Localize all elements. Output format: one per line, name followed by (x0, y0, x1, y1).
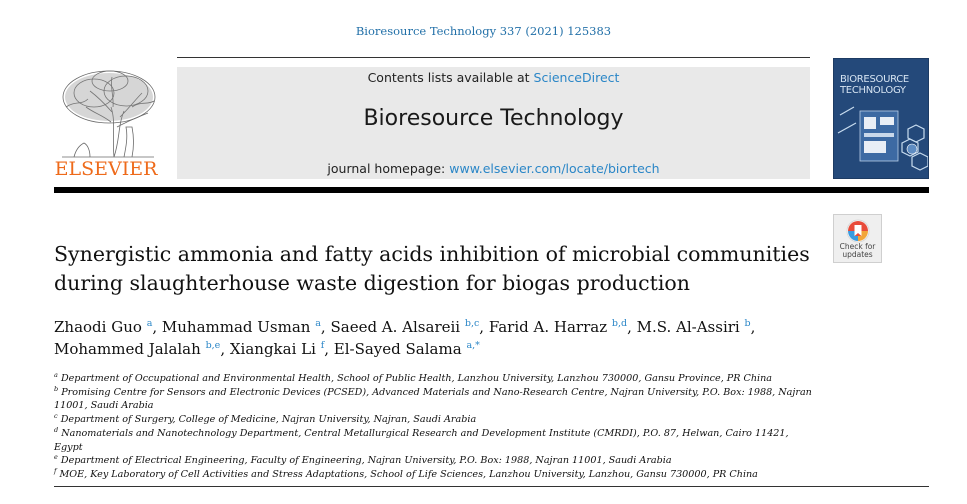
author-name[interactable]: Mohammed Jalalah (54, 340, 201, 358)
affiliation-item (54, 386, 814, 413)
affiliation-item (54, 468, 814, 482)
affiliation-label: a (54, 371, 58, 379)
author-name[interactable]: M.S. Al-Assiri (636, 318, 740, 336)
bottom-divider (54, 486, 929, 487)
author-affiliation-marker[interactable]: a (315, 318, 321, 329)
author-affiliation-marker[interactable]: b,e (205, 340, 221, 351)
affiliation-text: Department of Surgery, College of Medicine, Najran University, Najran, Saudi Arabia (57, 414, 477, 426)
author-name[interactable]: Xiangkai Li (229, 340, 316, 358)
affiliation-text: MOE, Key Laboratory of Cell Activities and Stress Adaptations, School of Life Sciences, Lanzhou University, Lanzhou, Gansu 730000, PR China (56, 468, 758, 480)
journal-masthead (177, 67, 810, 179)
author-affiliation-marker[interactable]: b (744, 318, 751, 329)
journal-homepage-line (177, 161, 810, 176)
author-separator: , (152, 318, 162, 336)
affiliation-text: Department of Occupational and Environmental Health, School of Public Health, Lanzhou University, Lanzhou 730000, Gansu Province, PR China (57, 373, 773, 384)
sciencedirect-link[interactable]: ScienceDirect (533, 70, 620, 85)
check-for-updates-icon (846, 219, 870, 243)
affiliation-item (54, 427, 814, 454)
affiliation-text: Nanomaterials and Nanotechnology Department, Central Metallurgical Research and Development Institute (CMRDI), P.O. 87, Helwan, Cairo 11421, Egypt (54, 427, 789, 453)
journal-title: Bioresource Technology (363, 106, 624, 131)
top-divider (177, 57, 810, 58)
journal-citation[interactable]: Bioresource Technology 337 (2021) 125383 (355, 24, 612, 38)
author-affiliation-marker[interactable]: a (146, 318, 153, 329)
homepage-prefix: journal homepage: (327, 161, 450, 176)
journal-homepage-link[interactable]: www.elsevier.com/locate/biortech (449, 161, 660, 176)
affiliation-text: Department of Electrical Engineering, Faculty of Engineering, Najran University, P.O. Box: 1988, Najran 11001, Saudi Arabia (57, 455, 672, 467)
author-name[interactable]: Saeed A. Alsareii (330, 318, 461, 336)
author-affiliation-marker[interactable]: b,c (464, 318, 480, 329)
author-name[interactable]: El-Sayed Salama (333, 340, 462, 358)
journal-cover-thumbnail[interactable] (833, 58, 929, 179)
author-separator: , (479, 318, 489, 336)
author-name[interactable]: Zhaodi Guo (54, 318, 142, 336)
header-thick-divider (54, 187, 929, 193)
author-separator: , (220, 340, 230, 358)
author-separator: , (627, 318, 637, 336)
contents-prefix: Contents lists available at (367, 70, 534, 85)
cover-title: BIORESOURCE TECHNOLOGY (840, 74, 909, 96)
author-separator: , (324, 340, 334, 358)
author-affiliation-marker[interactable]: b,d (611, 318, 628, 329)
affiliation-list (54, 372, 814, 482)
cover-artwork-icon (834, 103, 929, 179)
author-affiliation-marker[interactable]: f (320, 340, 325, 351)
author-name[interactable]: Farid A. Harraz (488, 318, 608, 336)
check-for-updates-label: Check for updates (839, 242, 876, 259)
affiliation-label: d (54, 425, 59, 434)
affiliation-item (54, 372, 814, 386)
article-title: Synergistic ammonia and fatty acids inhibition of microbial communities during slaughterhouse waste digestion for biogas production (54, 242, 810, 295)
affiliation-item (54, 454, 814, 468)
author-name[interactable]: Muhammad Usman (161, 318, 311, 336)
affiliation-label: f (54, 466, 57, 475)
check-for-updates-button[interactable] (833, 214, 882, 263)
affiliation-label: b (54, 384, 59, 393)
author-separator: , (750, 318, 756, 336)
author-list (54, 316, 824, 360)
affiliation-label: e (54, 453, 58, 462)
author-separator: , (320, 318, 331, 336)
affiliation-item (54, 413, 814, 427)
affiliation-text: Promising Centre for Sensors and Electronic Devices (PCSED), Advanced Materials and Nano-Research Centre, Najran University, P.O. Box: 1988, Najran 11001, Saudi Arabia (54, 386, 812, 412)
contents-available-line (177, 70, 810, 85)
author-affiliation-marker[interactable]: a,* (466, 340, 480, 351)
elsevier-wordmark[interactable]: ELSEVIER (54, 158, 158, 180)
affiliation-label: c (54, 412, 58, 421)
